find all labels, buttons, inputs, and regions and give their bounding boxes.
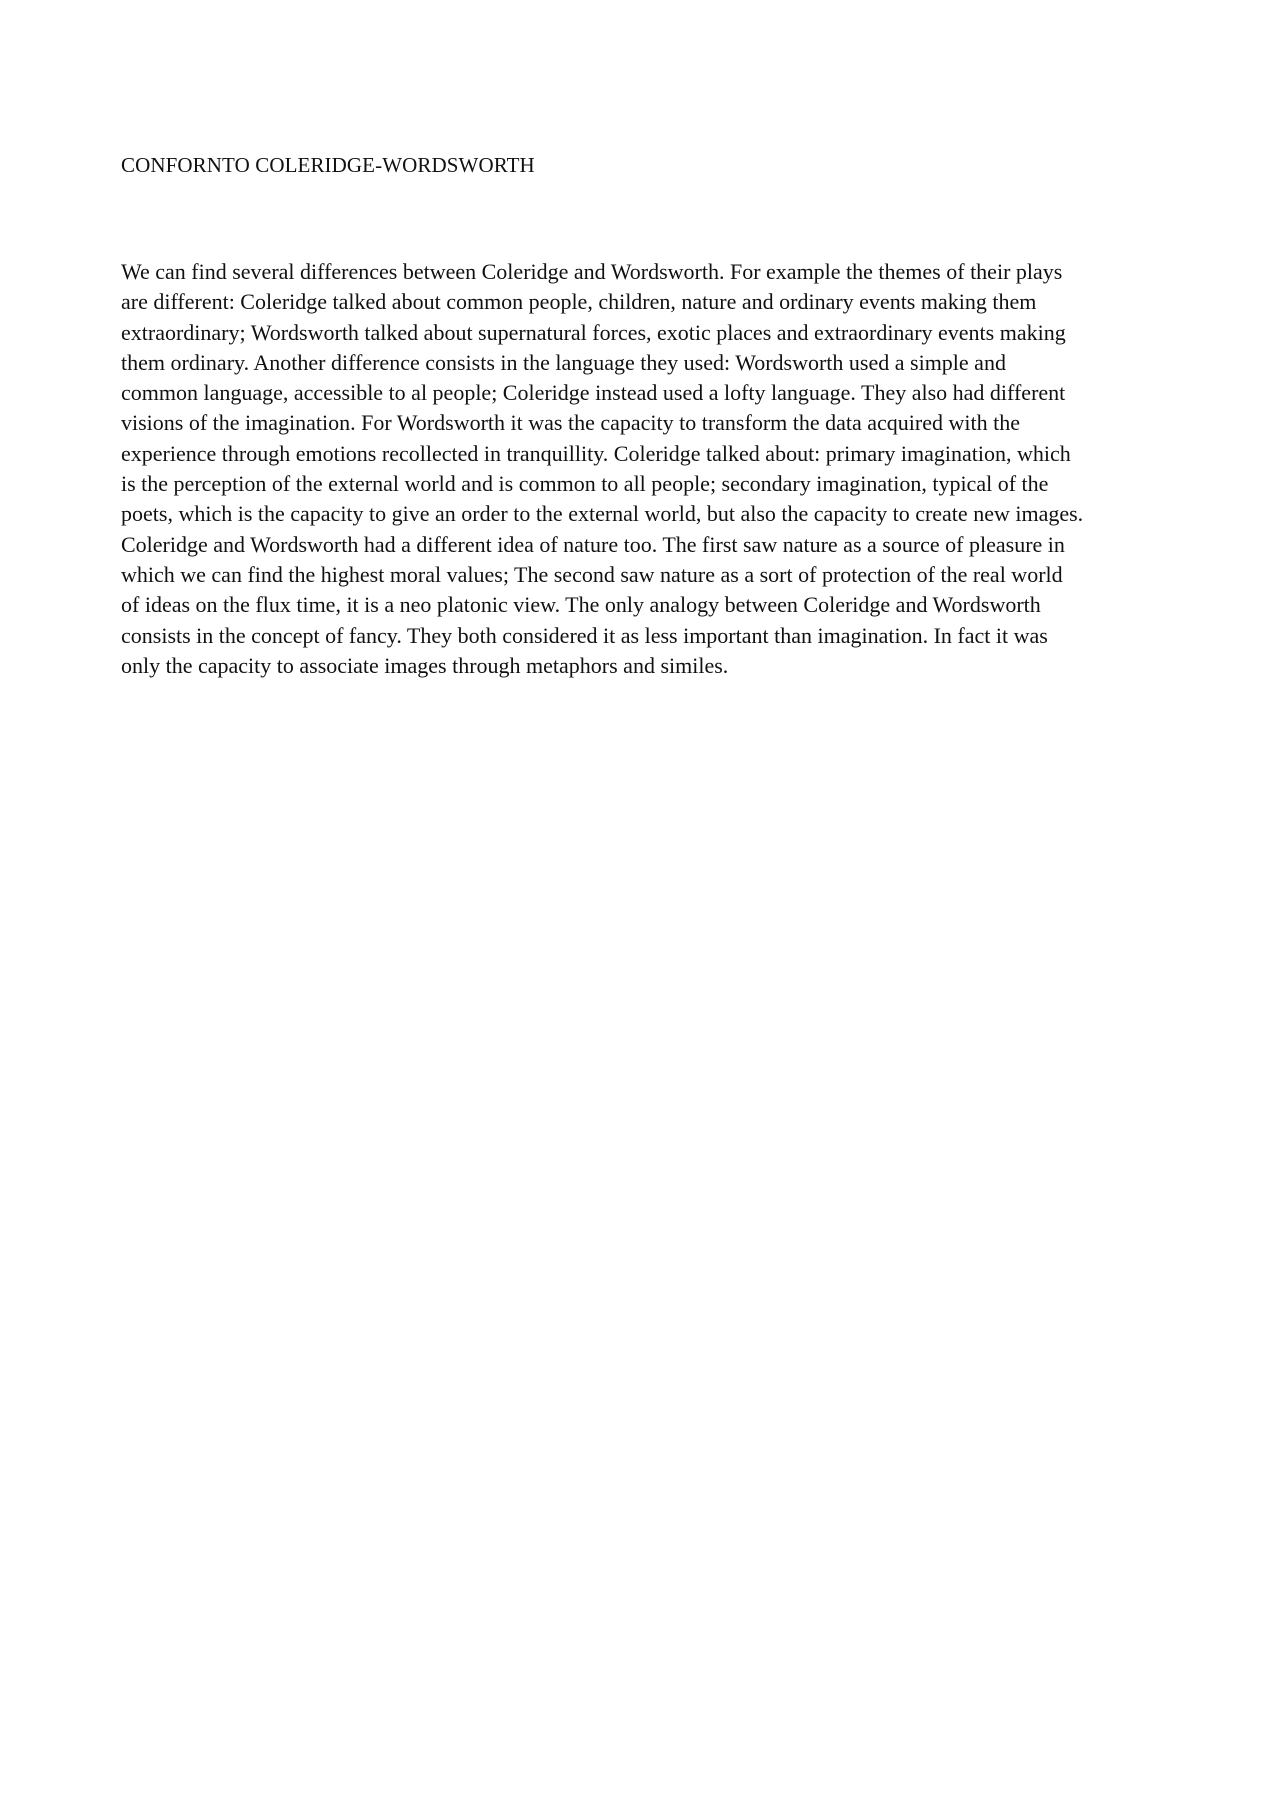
body-line: experience through emotions recollected in tranquillity. Coleridge talked about: primary imagination, which bbox=[121, 440, 1071, 466]
body-line: common language, accessible to al people; Coleridge instead used a lofty language. They also had different bbox=[121, 380, 1066, 406]
body-line: consists in the concept of fancy. They both considered it as less important than imagination. In fact it was bbox=[121, 622, 1048, 648]
body-line: which we can find the highest moral values; The second saw nature as a sort of protection of the real world bbox=[121, 561, 1063, 587]
body-line: is the perception of the external world and is common to all people; secondary imagination, typical of the bbox=[121, 471, 1049, 497]
body-line: only the capacity to associate images through metaphors and similes. bbox=[121, 652, 729, 678]
document-body bbox=[121, 257, 1171, 681]
body-line: them ordinary. Another difference consists in the language they used: Wordsworth used a simple and bbox=[121, 349, 1006, 375]
body-line: of ideas on the flux time, it is a neo platonic view. The only analogy between Coleridge and Wordsworth bbox=[121, 592, 1041, 618]
body-line: visions of the imagination. For Wordsworth it was the capacity to transform the data acquired with the bbox=[121, 410, 1021, 436]
body-line: Coleridge and Wordsworth had a different idea of nature too. The first saw nature as a source of pleasure in bbox=[121, 531, 1065, 557]
body-line: extraordinary; Wordsworth talked about supernatural forces, exotic places and extraordinary events making bbox=[121, 319, 1066, 345]
body-line: poets, which is the capacity to give an order to the external world, but also the capacity to create new images. bbox=[121, 501, 1084, 527]
document-title: CONFORNTO COLERIDGE-WORDSWORTH bbox=[121, 153, 535, 177]
body-line: We can find several differences between Coleridge and Wordsworth. For example the themes of their plays bbox=[121, 259, 1063, 284]
body-line: are different: Coleridge talked about common people, children, nature and ordinary events making them bbox=[121, 289, 1037, 315]
